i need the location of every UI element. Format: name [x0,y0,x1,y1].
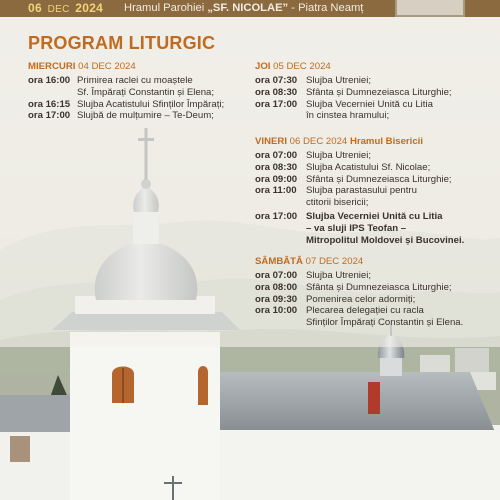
schedule-activity: Slujba Utreniei; [306,150,372,161]
day-date: 05 DEC 2024 [270,61,331,72]
activity-line: în cinstea hramului; [306,110,390,122]
schedule-vineri [255,150,495,246]
schedule-row [255,99,495,123]
activity-line: – va sluji IPS Teofan – [306,222,407,234]
schedule-row [255,282,495,294]
schedule-row [255,211,495,246]
day-heading-vineri [255,136,423,147]
banner-hram-suffix: - Piatra Neamț [288,2,364,14]
day-name: JOI [255,61,271,72]
schedule-joi [255,75,495,122]
schedule-activity [77,75,248,99]
schedule-row [255,185,495,209]
day-heading-joi [255,61,331,72]
schedule-time: ora 09:30 [255,293,298,305]
day-heading-miercuri [28,61,136,72]
schedule-time: ora 08:30 [255,161,298,173]
schedule-time: ora 07:00 [255,270,298,281]
schedule-time: ora 09:00 [255,173,298,185]
schedule-activity [306,305,495,329]
schedule-time: ora 10:00 [255,305,298,317]
day-name: VINERI [255,136,287,147]
activity-line: Slujba Vecerniei Unită cu Litia [306,98,433,110]
schedule-activity [306,211,495,246]
schedule-row [255,87,495,99]
schedule-miercuri [28,75,248,122]
banner-hram-text [124,0,363,17]
schedule-time: ora 17:00 [28,110,71,122]
activity-line: Plecarea delegației cu racla [306,305,424,317]
top-banner [0,0,500,17]
activity-line: Sf. Împărați Constantin și Elena; [77,86,215,98]
day-date: 04 DEC 2024 [75,61,136,72]
banner-date [28,0,103,17]
schedule-activity: Slujbă de mulțumire – Te-Deum; [77,110,214,122]
schedule-time: ora 07:00 [255,150,298,161]
activity-line: Slujba Vecerniei Unită cu Litia [306,210,443,222]
schedule-row [255,294,495,306]
schedule-activity [306,99,495,123]
schedule-time: ora 07:30 [255,75,298,86]
schedule-activity: Slujba Acatistului Sf. Nicolae; [306,161,431,173]
day-heading-sambata [255,256,363,267]
day-name: MIERCURI [28,61,76,72]
activity-line: ctitorii bisericii; [306,197,369,209]
schedule-time: ora 08:30 [255,86,298,98]
schedule-row [255,75,495,87]
schedule-row [255,174,495,186]
day-date: 07 DEC 2024 [302,256,364,267]
schedule-activity: Sfânta și Dumnezeiasca Liturghie; [306,281,452,293]
schedule-activity: Sfânta și Dumnezeiasca Liturghie; [306,86,452,98]
banner-hram-name: „SF. NICOLAE” [207,2,289,14]
schedule-row [255,270,495,282]
schedule-activity: Slujba Utreniei; [306,270,372,281]
schedule-activity: Slujba Utreniei; [306,75,372,86]
activity-line: Slujba parastasului pentru [306,185,417,197]
schedule-activity: Slujba Acatistului Sfinților Împărați; [77,98,225,110]
schedule-row [255,150,495,162]
schedule-activity [306,185,495,209]
day-name: SÂMBĂTĂ [255,256,303,267]
schedule-activity: Sfânta și Dumnezeiasca Liturghie; [306,173,452,185]
banner-year: 2024 [75,1,104,15]
schedule-time: ora 17:00 [255,210,298,222]
schedule-row [28,110,248,122]
schedule-row [28,75,248,99]
schedule-time: ora 08:00 [255,281,298,293]
schedule-activity: Pomenirea celor adormiți; [306,293,416,305]
banner-day: 06 [28,1,42,15]
schedule-time: ora 16:00 [28,75,71,86]
banner-month: DEC [47,4,70,15]
activity-line: Mitropolitul Moldovei și Bucovinei. [306,234,465,246]
day-date: 06 DEC 2024 [287,136,350,147]
schedule-row [28,99,248,111]
schedule-row [255,162,495,174]
page-title: PROGRAM LITURGIC [28,33,216,53]
schedule-time: ora 16:15 [28,98,71,110]
day-event: Hramul Bisericii [349,136,423,147]
schedule-sambata [255,270,495,329]
schedule-row [255,305,495,329]
activity-line: Primirea raclei cu moaștele [77,75,193,86]
schedule-time: ora 11:00 [255,185,297,197]
icon-stamp-image [395,0,465,17]
schedule-time: ora 17:00 [255,98,298,110]
activity-line: Sfinților Împărați Constantin și Elena. [306,317,464,329]
banner-hram-prefix: Hramul Parohiei [124,2,208,14]
